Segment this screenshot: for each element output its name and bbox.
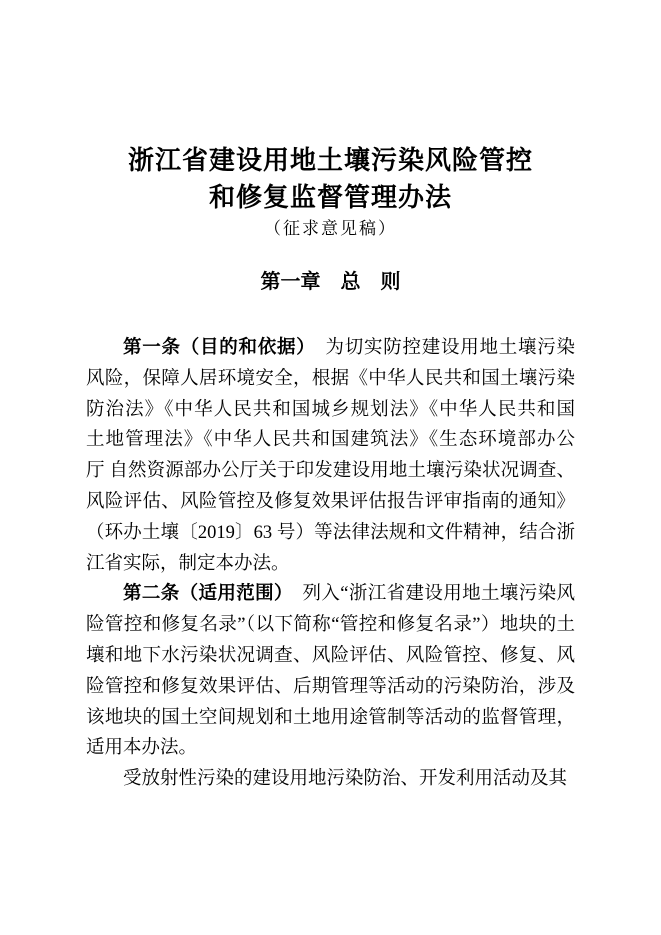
article-1-lead: 第一条（目的和依据） — [123, 338, 316, 358]
article-1-line-7: （环办土壤〔2019〕63 号）等法律法规和文件精神，结合浙 — [86, 522, 575, 543]
article-2-line-3: 壤和地下水污染状况调查、风险评估、风险管控、修复、风 — [86, 645, 575, 666]
article-1-line-4: 土地管理法》《中华人民共和国建筑法》《生态环境部办公 — [86, 430, 575, 451]
article-1-line-1 — [86, 333, 575, 364]
article-2-line-1-text: 列入“浙江省建设用地土壤污染风 — [302, 584, 575, 605]
document-body — [86, 333, 575, 795]
article-1-line-2: 风险，保障人居环境安全，根据《中华人民共和国土壤污染 — [86, 368, 575, 389]
article-2-lead: 第二条（适用范围） — [123, 584, 293, 605]
article-1-line-6: 风险评估、风险管控及修复效果评估报告评审指南的通知》 — [86, 491, 575, 512]
article-1-line-1-text: 为切实防控建设用地土壤污染 — [324, 338, 575, 358]
document-title-line1: 浙江省建设用地土壤污染风险管控 — [127, 146, 533, 175]
article-2-line-1 — [86, 579, 575, 610]
document-title — [0, 0, 661, 216]
paragraph-3-line-1: 受放射性污染的建设用地污染防治、开发利用活动及其 — [123, 769, 568, 790]
article-2-line-5: 该地块的国土空间规划和土地用途管制等活动的监督管理， — [86, 707, 575, 728]
document-subtitle: （征求意见稿） — [264, 219, 397, 238]
article-2-line-4: 险管控和修复效果评估、后期管理等活动的污染防治，涉及 — [86, 676, 575, 697]
article-2-line-6: 适用本办法。 — [86, 738, 198, 759]
article-1-line-5: 厅 自然资源部办公厅关于印发建设用地土壤污染状况调查、 — [86, 461, 575, 482]
document-title-line2: 和修复监督管理办法 — [208, 183, 452, 212]
article-2-line-2: 险管控和修复名录”（以下简称“管控和修复名录”）地块的土 — [86, 615, 575, 636]
chapter-heading: 第一章 总 则 — [260, 271, 401, 293]
article-1-line-8: 江省实际，制定本办法。 — [86, 553, 290, 574]
article-1-line-3: 防治法》《中华人民共和国城乡规划法》《中华人民共和国 — [86, 399, 575, 420]
